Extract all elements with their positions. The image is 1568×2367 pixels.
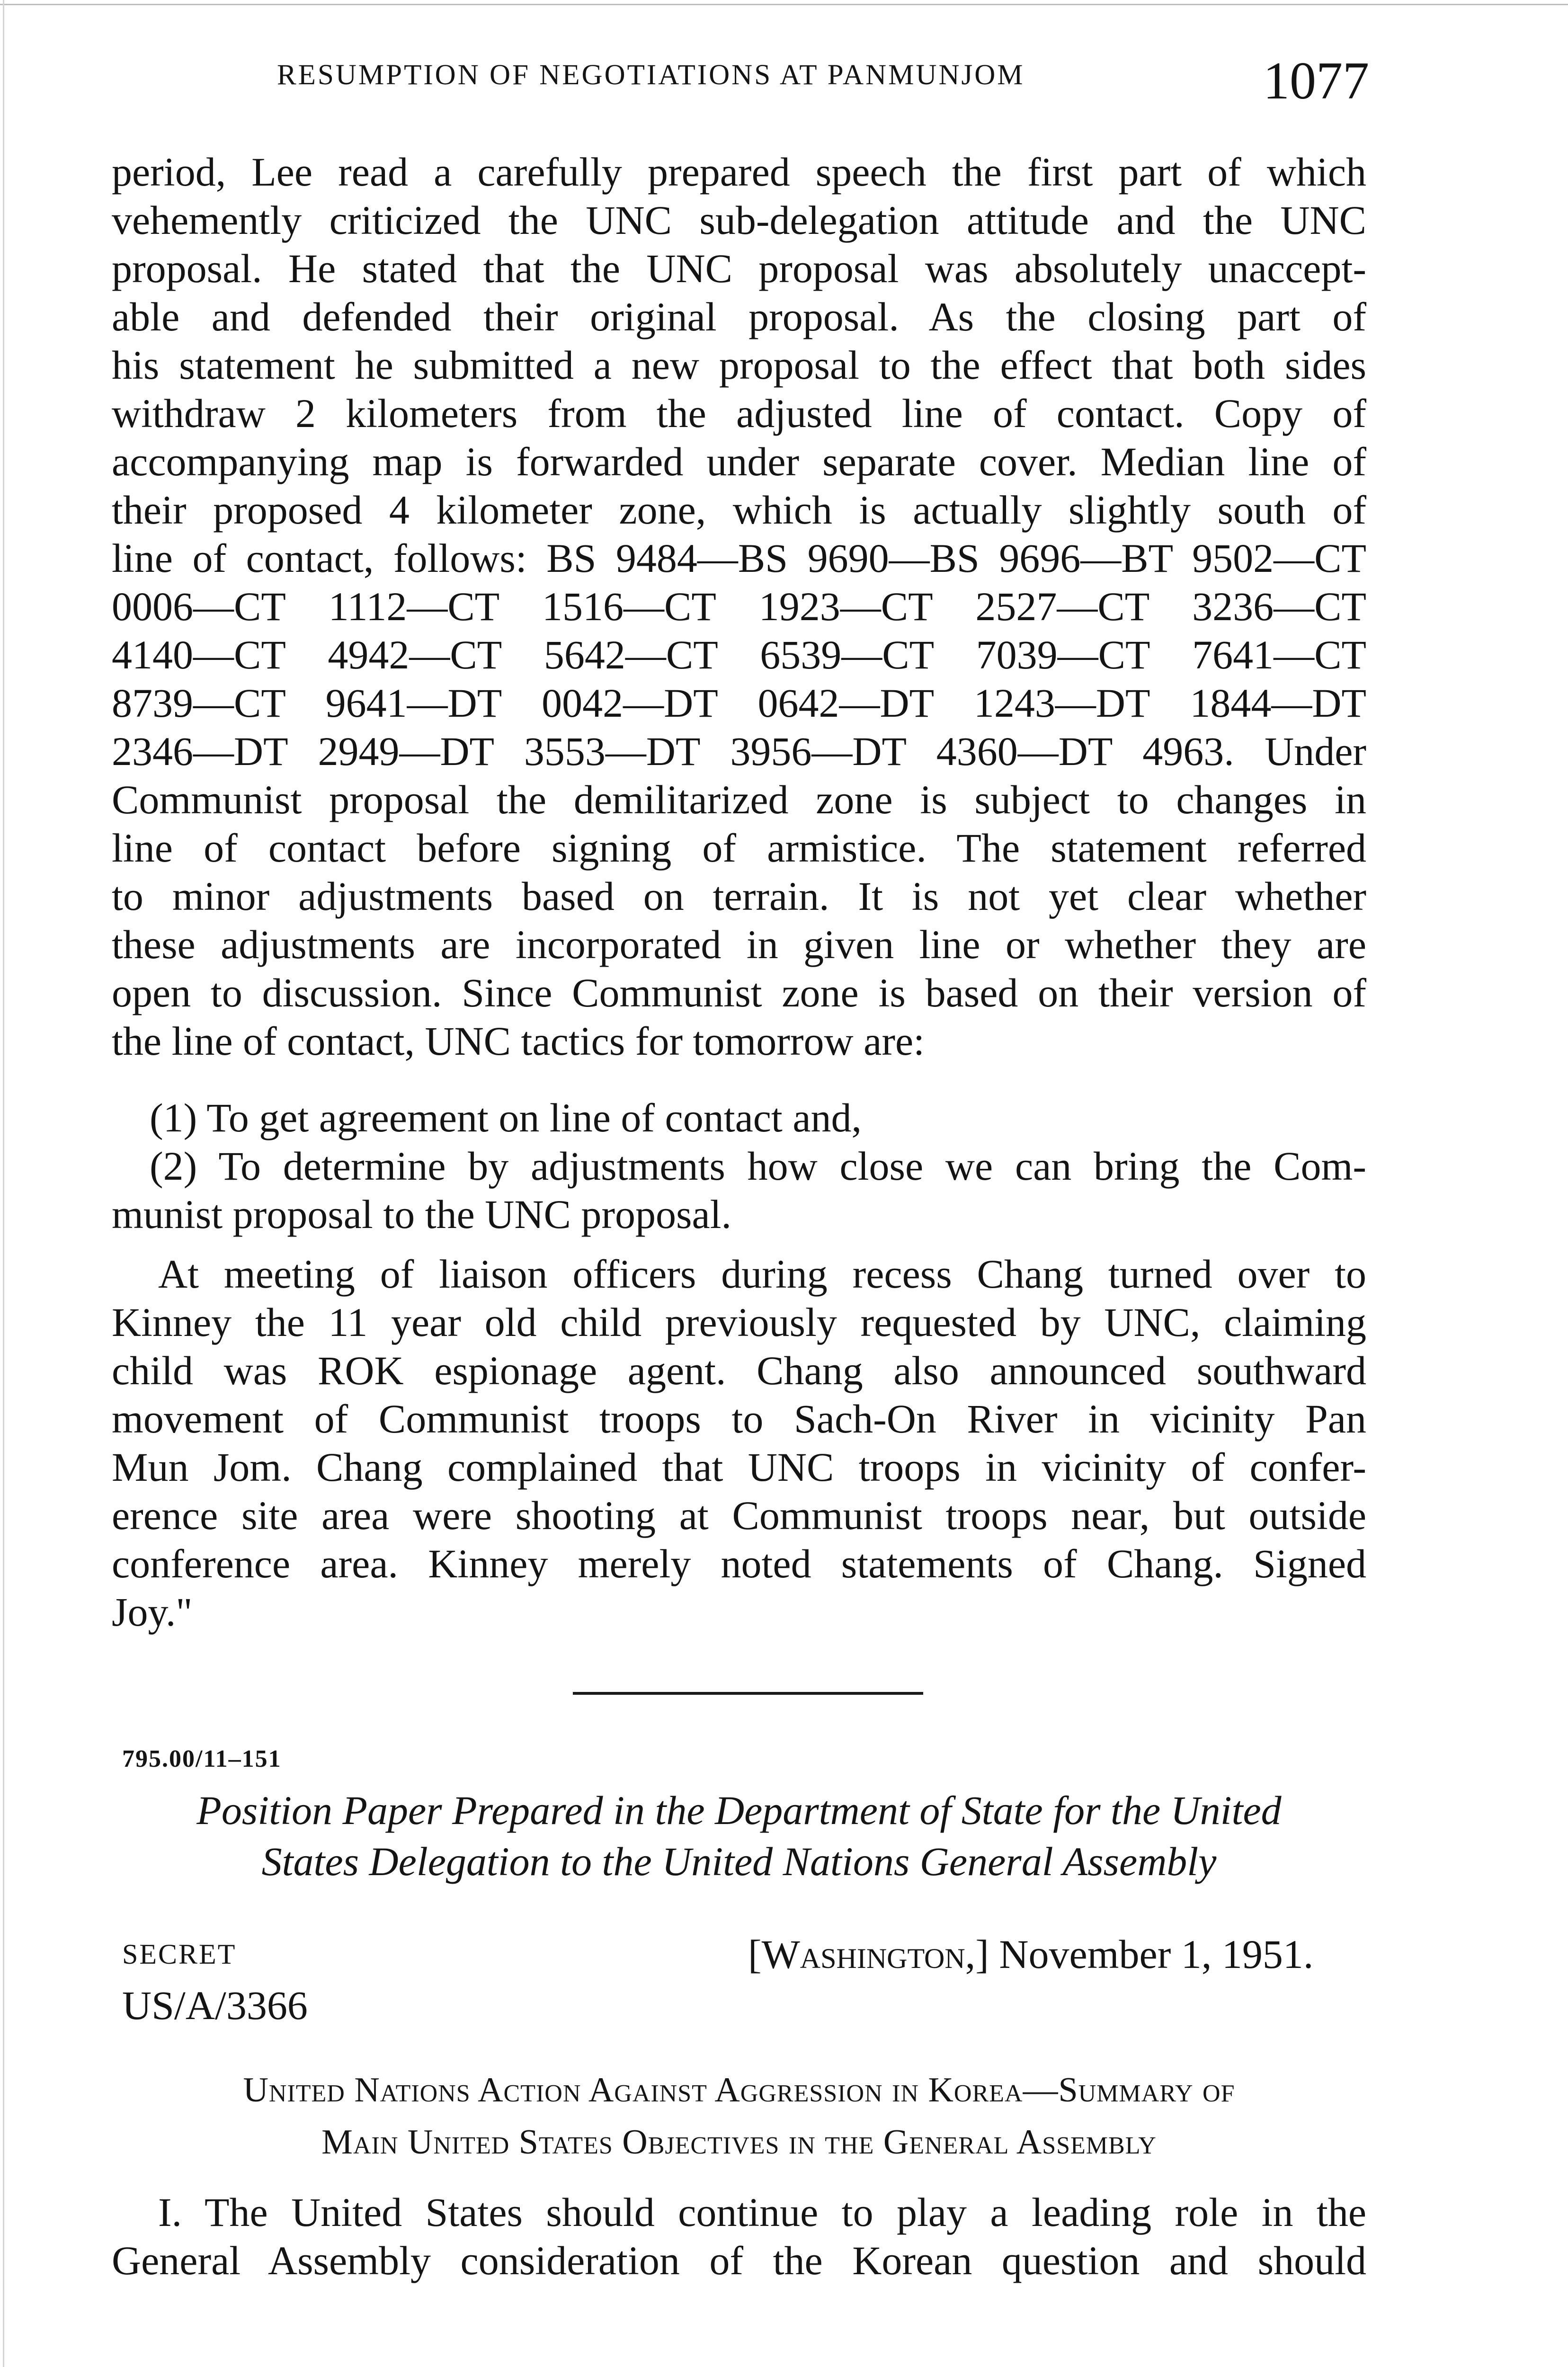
text-line: 0006—CT 1112—CT 1516—CT 1923—CT 2527—CT 3236—CT xyxy=(112,584,1366,629)
top-edge-rule xyxy=(0,4,1568,5)
file-number: 795.00/11–151 xyxy=(122,1745,282,1772)
section-divider xyxy=(573,1692,923,1695)
text-line: period, Lee read a carefully prepared speech the first part of which xyxy=(112,149,1366,195)
section-heading-line: United Nations Action Against Aggression in Korea—Summary of xyxy=(243,2071,1235,2109)
list-item: (2) To determine by adjustments how close we can bring the Com- xyxy=(150,1143,1366,1189)
paragraph-liaison-meeting xyxy=(112,1250,1366,1636)
section-heading-line: Main United States Objectives in the General Assembly xyxy=(321,2123,1157,2162)
text-line: to minor adjustments based on terrain. It is not yet clear whether xyxy=(112,873,1366,919)
text-line: accompanying map is forwarded under separate cover. Median line of xyxy=(112,439,1366,484)
text-line: movement of Communist troops to Sach-On River in vicinity Pan xyxy=(112,1396,1366,1442)
section-heading xyxy=(112,2064,1366,2168)
text-line: conference area. Kinney merely noted statements of Chang. Signed xyxy=(112,1541,1366,1586)
text-line: vehemently criticized the UNC sub-delegation attitude and the UNC xyxy=(112,197,1366,243)
document-title-line: Position Paper Prepared in the Department of State for the United xyxy=(196,1788,1282,1833)
list-item: (1) To get agreement on line of contact and, xyxy=(150,1095,862,1140)
text-line: his statement he submitted a new proposal to the effect that both sides xyxy=(112,342,1366,388)
text-line: their proposed 4 kilometer zone, which is actually slightly south of xyxy=(112,487,1366,533)
text-line: General Assembly consideration of the Korean question and should xyxy=(112,2238,1366,2283)
text-line: able and defended their original proposal. As the closing part of xyxy=(112,294,1366,339)
paragraph-negotiations-report xyxy=(112,148,1366,1065)
text-line: child was ROK espionage agent. Chang also announced southward xyxy=(112,1348,1366,1393)
text-line: 8739—CT 9641—DT 0042—DT 0642—DT 1243—DT 1844—DT xyxy=(112,680,1366,726)
left-edge-rule xyxy=(3,0,4,2367)
text-line: withdraw 2 kilometers from the adjusted line of contact. Copy of xyxy=(112,391,1366,436)
text-line: 4140—CT 4942—CT 5642—CT 6539—CT 7039—CT 7641—CT xyxy=(112,632,1366,677)
text-line: Joy." xyxy=(112,1589,193,1635)
text-line: I. The United States should continue to play a leading role in the xyxy=(158,2189,1366,2235)
text-line: these adjustments are incorporated in given line or whether they are xyxy=(112,922,1366,967)
text-line: At meeting of liaison officers during recess Chang turned over to xyxy=(158,1251,1366,1297)
paragraph-objectives xyxy=(112,2188,1366,2285)
text-line: open to discussion. Since Communist zone is based on their version of xyxy=(112,970,1366,1015)
text-line: 2346—DT 2949—DT 3553—DT 3956—DT 4360—DT 4963. Under xyxy=(112,729,1366,774)
place: [Washington,] xyxy=(748,1931,989,1977)
text-line: the line of contact, UNC tactics for tomorrow are: xyxy=(112,1018,925,1064)
text-line: Mun Jom. Chang complained that UNC troops in vicinity of confer- xyxy=(112,1444,1366,1490)
text-line: line of contact before signing of armistice. The statement referred xyxy=(112,825,1366,871)
document-title xyxy=(112,1785,1366,1887)
place-and-date xyxy=(748,1931,1313,1978)
text-line: line of contact, follows: BS 9484—BS 9690—BS 9696—BT 9502—CT xyxy=(112,535,1366,581)
text-line: Kinney the 11 year old child previously requested by UNC, claiming xyxy=(112,1299,1366,1345)
document-code: US/A/3366 xyxy=(122,1983,308,2028)
date: November 1, 1951. xyxy=(999,1931,1314,1977)
classification-label: SECRET xyxy=(122,1939,237,1970)
text-line: erence site area were shooting at Communist troops near, but outside xyxy=(112,1493,1366,1538)
document-title-line: States Delegation to the United Nations General Assembly xyxy=(261,1839,1217,1884)
tactics-list xyxy=(112,1094,1366,1238)
page-number: 1077 xyxy=(1263,52,1369,110)
running-head: RESUMPTION OF NEGOTIATIONS AT PANMUNJOM xyxy=(277,59,1025,91)
text-line: Communist proposal the demilitarized zone is subject to changes in xyxy=(112,777,1366,822)
text-line: proposal. He stated that the UNC proposal was absolutely unaccept- xyxy=(112,246,1366,291)
list-item-continuation: munist proposal to the UNC proposal. xyxy=(112,1192,732,1237)
